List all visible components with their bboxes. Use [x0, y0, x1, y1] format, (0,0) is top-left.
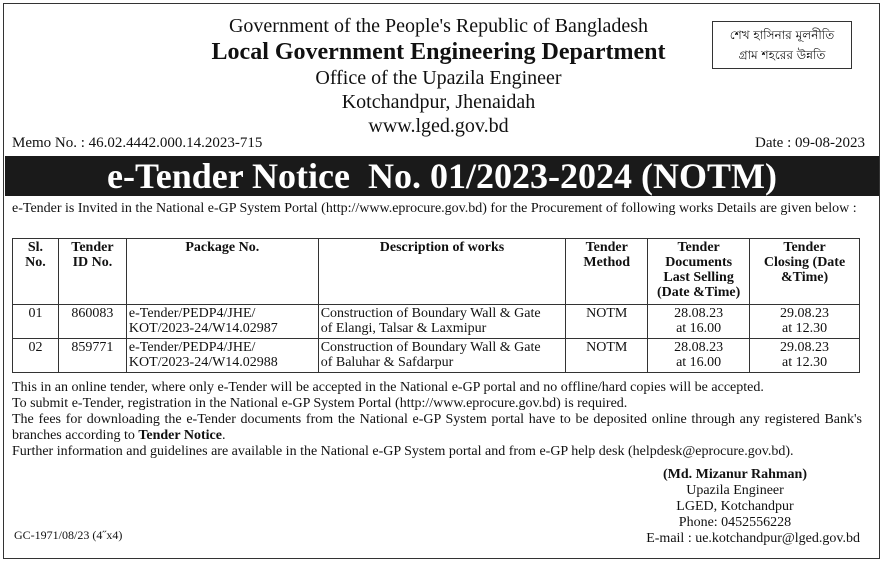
cell-last-selling: 28.08.23 at 16.00	[648, 339, 750, 373]
note-online-tender: This in an online tender, where only e-Tender will be accepted in the National e-GP portal and no offline/hard copies will be accepted.	[12, 380, 764, 395]
cell-sl: 02	[13, 339, 59, 373]
note-registration: To submit e-Tender, registration in the National e-GP System Portal (http://www.eprocure.gov.bd) is required.	[12, 396, 628, 411]
signature-block	[610, 467, 860, 547]
slogan-box	[712, 21, 852, 69]
office-location: Kotchandpur, Jhenaidah	[341, 91, 536, 113]
header-last-selling: Tender Documents Last Selling (Date &Time)	[648, 239, 750, 305]
intro-paragraph: e-Tender is Invited in the National e-GP System Portal (http://www.eprocure.gov.bd) for the Procurement of following works Details are given below :	[12, 201, 857, 216]
notes-section	[12, 380, 862, 460]
cell-last-selling: 28.08.23 at 16.00	[648, 305, 750, 339]
memo-number: Memo No. : 46.02.4442.000.14.2023-715	[12, 135, 263, 151]
cell-closing: 29.08.23 at 12.30	[750, 305, 860, 339]
note-further-info: Further information and guidelines are available in the National e-GP System portal and from e-GP help desk (helpdesk@eprocure.gov.bd).	[12, 444, 794, 459]
header-method: Tender Method	[566, 239, 648, 305]
notice-title-banner: e-Tender Notice No. 01/2023-2024 (NOTM)	[5, 156, 879, 196]
signatory-email: E-mail : ue.kotchandpur@lged.gov.bd	[646, 531, 860, 546]
signatory-phone: Phone: 0452556228	[678, 515, 792, 530]
department-title: Local Government Engineering Department	[211, 39, 666, 65]
cell-closing: 29.08.23 at 12.30	[750, 339, 860, 373]
cell-package: e-Tender/PEDP4/JHE/ KOT/2023-24/W14.02988	[126, 339, 318, 373]
government-title: Government of the People's Republic of Bangladesh	[228, 15, 649, 37]
table-row	[13, 305, 860, 339]
office-title: Office of the Upazila Engineer	[315, 67, 562, 89]
notice-date: Date : 09-08-2023	[755, 135, 865, 151]
cell-tender-id: 859771	[58, 339, 126, 373]
signatory-office: LGED, Kotchandpur	[676, 499, 794, 514]
website: www.lged.gov.bd	[368, 115, 509, 137]
header-tender-id: Tender ID No.	[58, 239, 126, 305]
note-fees: The fees for downloading the e-Tender documents from the National e-GP System portal have to be deposited online through any registered Bank's branches according to Tender Notice.	[12, 412, 862, 443]
gc-code: GC-1971/08/23 (4˝x4)	[14, 528, 123, 542]
tender-table	[12, 238, 860, 373]
header-package: Package No.	[126, 239, 318, 305]
cell-method: NOTM	[566, 339, 648, 373]
cell-description: Construction of Boundary Wall & Gate of Elangi, Talsar & Laxmipur	[318, 305, 566, 339]
slogan-line-2: গ্রাম শহরের উন্নতি	[738, 48, 826, 62]
cell-sl: 01	[13, 305, 59, 339]
signatory-title: Upazila Engineer	[686, 483, 784, 498]
cell-description: Construction of Boundary Wall & Gate of Baluhar & Safdarpur	[318, 339, 566, 373]
header-description: Description of works	[318, 239, 566, 305]
tender-notice-emphasis: Tender Notice	[138, 428, 222, 443]
signatory-name: (Md. Mizanur Rahman)	[662, 467, 808, 482]
header-closing: Tender Closing (Date &Time)	[750, 239, 860, 305]
header-sl: Sl. No.	[13, 239, 59, 305]
table-header-row	[13, 239, 860, 305]
cell-tender-id: 860083	[58, 305, 126, 339]
cell-method: NOTM	[566, 305, 648, 339]
slogan-line-1: শেখ হাসিনার মূলনীতি	[729, 28, 835, 42]
cell-package: e-Tender/PEDP4/JHE/ KOT/2023-24/W14.02987	[126, 305, 318, 339]
table-row	[13, 339, 860, 373]
